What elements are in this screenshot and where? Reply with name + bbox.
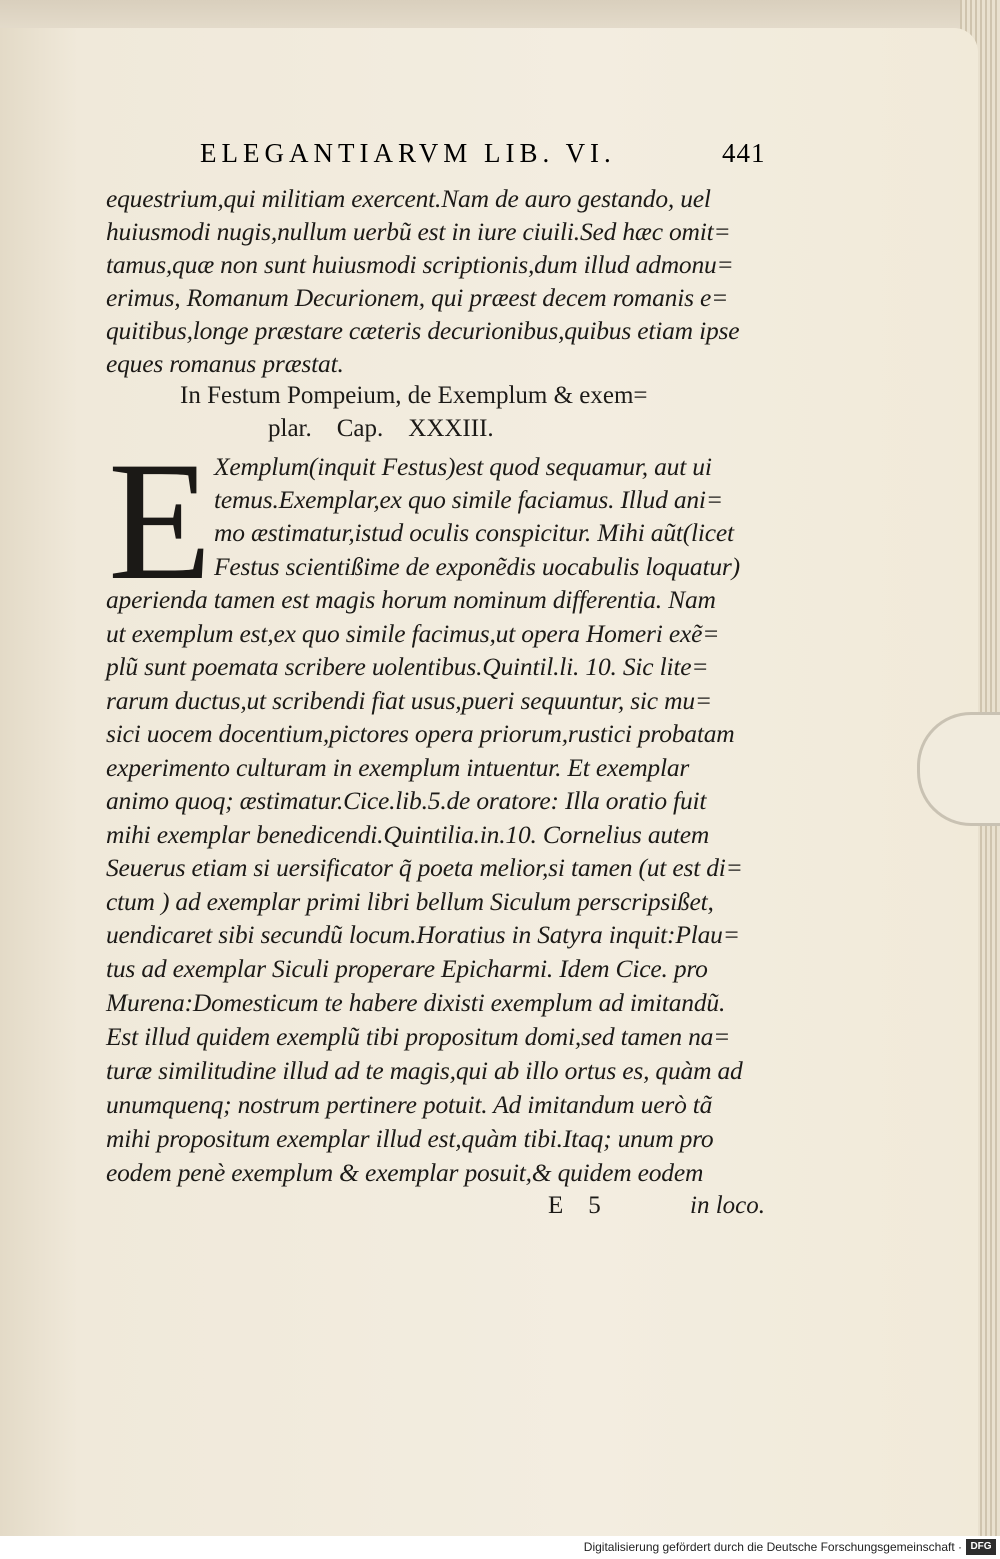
decorated-initial: E xyxy=(108,427,212,615)
banner-text: Digitalisierung gefördert durch die Deutsche Forschungsgemeinschaft · xyxy=(583,1540,962,1554)
chapter-heading: In Festum Pompeium, de Exemplum & exem= xyxy=(180,382,648,409)
text-line: unumquenq; nostrum pertinere potuit. Ad imitandum uerò tã xyxy=(106,1090,713,1119)
running-title: ELEGANTIARVM LIB. VI. xyxy=(200,138,616,168)
text-line: ctum ) ad exemplar primi libri bellum Siculum perscripsißet, xyxy=(106,887,714,916)
text-line: huiusmodi nugis,nullum uerbũ est in iure ciuili.Sed hæc omit= xyxy=(106,217,731,246)
chapter-heading-cont: plar. Cap. XXXIII. xyxy=(268,415,494,442)
text-line: mihi exemplar benedicendi.Quintilia.in.10. Cornelius autem xyxy=(106,820,710,849)
text-line: tus ad exemplar Siculi properare Epicharmi. Idem Cice. pro xyxy=(106,954,708,983)
text-line: erimus, Romanum Decurionem, qui præest decem romanis e= xyxy=(106,283,729,312)
text-line: animo quoq; æstimatur.Cice.lib.5.de oratore: Illa oratio fuit xyxy=(106,786,707,815)
text-line: mo æstimatur,istud oculis conspicitur. Mihi aũt(licet xyxy=(214,518,734,547)
text-line: Murena:Domesticum te habere dixisti exemplum ad imitandũ. xyxy=(106,988,726,1017)
text-line: mihi propositum exemplar illud est,quàm tibi.Itaq; unum pro xyxy=(106,1124,714,1153)
text-line: equestrium,qui militiam exercent.Nam de auro gestando, uel xyxy=(106,184,711,213)
folio-number: 441 xyxy=(722,138,766,168)
signature-mark: E 5 xyxy=(548,1192,601,1219)
text-line: Est illud quidem exemplũ tibi propositum domi,sed tamen na= xyxy=(106,1022,731,1051)
text-line: tamus,quæ non sunt huiusmodi scriptionis,dum illud admonu= xyxy=(106,250,734,279)
text-line: uendicaret sibi secundũ locum.Horatius in Satyra inquit:Plau= xyxy=(106,920,740,949)
dfg-logo-icon: DFG xyxy=(966,1539,996,1555)
text-line: eques romanus præstat. xyxy=(106,349,344,378)
text-line: rarum ductus,ut scribendi fiat usus,pueri sequuntur, sic mu= xyxy=(106,686,712,715)
text-line: sici uocem docentium,pictores opera priorum,rustici probatam xyxy=(106,719,735,748)
text-line: aperienda tamen est magis horum nominum differentia. Nam xyxy=(106,585,716,614)
text-line: quitibus,longe præstare cæteris decurionibus,quibus etiam ipse xyxy=(106,316,740,345)
text-line: Seuerus etiam si uersificator q̃ poeta melior,si tamen (ut est di= xyxy=(106,853,743,882)
text-line: Festus scientißime de exponẽdis uocabulis loquatur) xyxy=(214,552,740,581)
text-line: turæ similitudine illud ad te magis,qui ab illo ortus es, quàm ad xyxy=(106,1056,743,1085)
text-line: eodem penè exemplum & exemplar posuit,& quidem eodem xyxy=(106,1158,704,1187)
text-line: plũ sunt poemata scribere uolentibus.Quintil.li. 10. Sic lite= xyxy=(106,652,709,681)
text-line: Xemplum(inquit Festus)est quod sequamur, aut ui xyxy=(214,452,712,481)
catchword: in loco. xyxy=(690,1192,765,1219)
text-line: temus.Exemplar,ex quo simile faciamus. Illud ani= xyxy=(214,485,723,514)
text-line: ut exemplum est,ex quo simile facimus,ut opera Homeri exẽ= xyxy=(106,619,720,648)
digitization-banner xyxy=(0,1536,1000,1559)
text-line: experimento culturam in exemplum intuentur. Et exemplar xyxy=(106,753,690,782)
